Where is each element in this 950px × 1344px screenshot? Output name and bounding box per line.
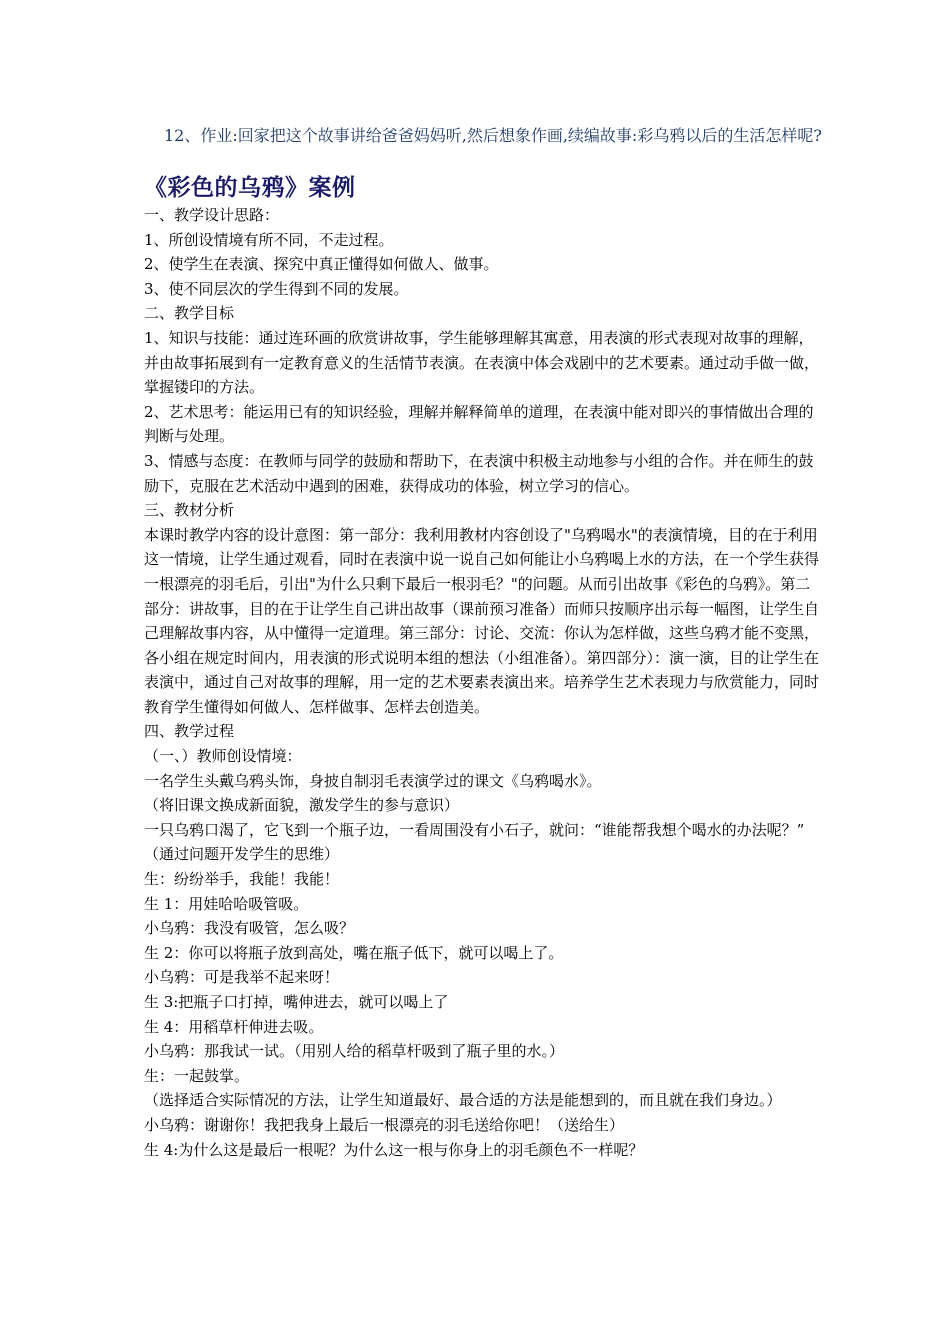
paragraph: 本课时教学内容的设计意图：第一部分：我利用教材内容创设了"乌鸦喝水"的表演情境，目的在于利用这一情境，让学生通过观看，同时在表演中说一说自己如何能让小乌鸦喝上水的方法，在一个学生获得一根漂亮的羽毛后，引出"为什么只剩下最后一根羽毛？"的问题。从而引出故事《彩色的乌鸦》。第二部分：讲故事，目的在于让学生自己讲出故事（课前预习准备）而师只按顺序出示每一幅图，让学生自己理解故事内容，从中懂得一定道理。第三部分：讨论、交流：你认为怎样做，这些乌鸦才能不变黑，各小组在规定时间内，用表演的形式说明本组的想法（小组准备）。第四部分）：演一演，目的让学生在表演中，通过自己对故事的理解，用一定的艺术要素表演出来。培养学生艺术表现力与欣赏能力，同时教育学生懂得如何做人、怎样做事、怎样去创造美。 <box>144 525 820 716</box>
dialogue-line: 生 1：用娃哈哈吸管吸。 <box>144 894 309 913</box>
dialogue-line: 生 3:把瓶子口打掉，嘴伸进去，就可以喝上了 <box>144 993 449 1011</box>
paragraph: （一、）教师创设情境： <box>144 747 302 766</box>
dialogue-line: 小乌鸦：那我试一试。（用别人给的稻草杆吸到了瓶子里的水。） <box>144 1042 565 1061</box>
paragraph: 2、艺术思考：能运用已有的知识经验，理解并解释简单的道理，在表演中能对即兴的事情做出合理的判断与处理。 <box>144 402 814 446</box>
section-heading: 一、教学设计思路： <box>144 206 280 224</box>
dialogue-line: 生：纷纷举手，我能！我能！ <box>144 870 340 889</box>
paragraph: 3、使不同层次的学生得到不同的发展。 <box>144 279 409 298</box>
dialogue-line: 生 4:为什么这是最后一根呢？为什么这一根与你身上的羽毛颜色不一样呢？ <box>144 1140 644 1159</box>
dialogue-line: 小乌鸦：谢谢你！我把我身上最后一根漂亮的羽毛送给你吧！（送给生） <box>144 1115 625 1134</box>
paragraph: 3、情感与态度：在教师与同学的鼓励和帮助下，在表演中积极主动地参与小组的合作。并在师生的鼓励下，克服在艺术活动中遇到的困难，获得成功的体验，树立学习的信心。 <box>144 451 814 495</box>
case-title: 《彩色的乌鸦》案例 <box>144 174 356 201</box>
homework-paragraph: 12、作业:回家把这个故事讲给爸爸妈妈听,然后想象作画,续编故事:彩乌鸦以后的生活怎样呢? <box>164 126 822 145</box>
paragraph: 一只乌鸦口渴了，它飞到一个瓶子边，一看周围没有小石子，就问：“谁能帮我想个喝水的办法呢？” （通过问题开发学生的思维） <box>144 820 835 864</box>
paragraph: （将旧课文换成新面貌，激发学生的参与意识） <box>144 796 460 815</box>
paragraph: 1、知识与技能：通过连环画的欣赏讲故事，学生能够理解其寓意，用表演的形式表现对故事的理解，并由故事拓展到有一定教育意义的生活情节表演。在表演中体会戏剧中的艺术要素。通过动手做一做，掌握镂印的方法。 <box>144 328 820 397</box>
dialogue-line: 生 2：你可以将瓶子放到高处，嘴在瓶子低下，就可以喝上了。 <box>144 943 564 962</box>
paragraph: 1、所创设情境有所不同，不走过程。 <box>144 230 394 249</box>
document-body <box>144 203 835 1162</box>
dialogue-line: 小乌鸦：我没有吸管，怎么吸？ <box>144 919 355 938</box>
section-heading: 四、教学过程 <box>144 722 235 741</box>
dialogue-line: 生：一起鼓掌。 <box>144 1066 250 1085</box>
paragraph: 一名学生头戴乌鸦头饰，身披自制羽毛表演学过的课文《乌鸦喝水》。 <box>144 771 602 790</box>
dialogue-line: 小乌鸦：可是我举不起来呀！ <box>144 968 340 987</box>
section-heading: 三、教材分析 <box>144 501 235 520</box>
dialogue-line: （选择适合实际情况的方法，让学生知道最好、最合适的方法是能想到的，而且就在我们身边。） <box>144 1091 782 1110</box>
paragraph: 2、使学生在表演、探究中真正懂得如何做人、做事。 <box>144 255 499 274</box>
section-heading: 二、教学目标 <box>144 304 235 323</box>
dialogue-line: 生 4：用稻草杆伸进去吸。 <box>144 1017 324 1036</box>
